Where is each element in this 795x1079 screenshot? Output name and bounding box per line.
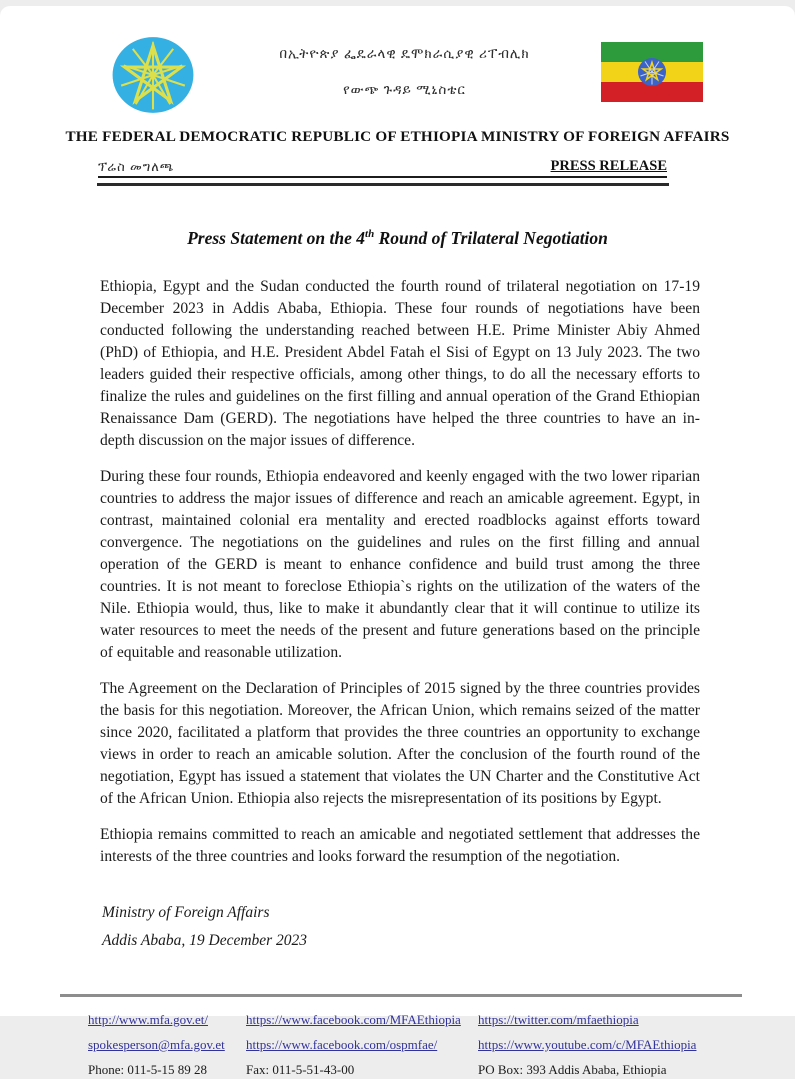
ministry-title: THE FEDERAL DEMOCRATIC REPUBLIC OF ETHIOPIA MINISTRY OF FOREIGN AFFAIRS [65,128,730,145]
header-divider [97,183,669,186]
youtube-link[interactable]: https://www.youtube.com/c/MFAEthiopia [478,1037,697,1052]
signature-ministry: Ministry of Foreign Affairs [102,904,270,921]
ethiopia-flag-icon [601,42,703,102]
paragraph-2: During these four rounds, Ethiopia endeavored and keenly engaged with the two lower riparian countries to address the major issues of difference and reach an amicable agreement. Egypt, in contrast, maintained colonial era mentality and erected roadblocks against efforts toward convergence. The negotiations on the guidelines and rules on the first filling and annual operation of the GERD is meant to enhance confidence and build trust among the three countries. It is not meant to foreclose Ethiopia`s rights on the utilization of the waters of the Nile. Ethiopia would, thus, like to make it abundantly clear that it will continue to utilize its water resources to meet the needs of the present and future generations based on the principle of equitable and reasonable utilization. [100,468,700,661]
document-title [0,228,795,249]
ethiopia-emblem-icon [98,32,208,118]
paragraph-3: The Agreement on the Declaration of Principles of 2015 signed by the three countries provides the basis for this negotiation. Moreover, the African Union, which remains seized of the matter since 2020, facilitated a platform that provides the three countries an opportunity to exchange views in order to reach an amicable solution. After the conclusion of the fourth round of the negotiation, Egypt has issued a statement that violates the UN Charter and the Constitutive Act of the African Union. Ethiopia also rejects the misrepresentation of its positions by Egypt. [100,680,700,807]
signature-place-date: Addis Ababa, 19 December 2023 [102,932,308,949]
email-link[interactable]: spokesperson@mfa.gov.et [88,1037,225,1052]
press-release-amharic-label: ፕሬስ መግለጫ [98,159,175,174]
document-title-ordinal: th [365,228,375,241]
facebook-link[interactable]: https://www.facebook.com/MFAEthiopia [246,1012,461,1027]
amharic-ministry-line: የውጭ ጉዳይ ሚኒስቴር [343,82,466,97]
twitter-link[interactable]: https://twitter.com/mfaethiopia [478,1012,639,1027]
phone-label: Phone: 011-5-15 89 28 [88,1062,208,1077]
press-release-row [98,158,667,178]
fax-label: Fax: 011-5-51-43-00 [246,1062,355,1077]
website-link[interactable]: http://www.mfa.gov.et/ [88,1012,208,1027]
paragraph-4: Ethiopia remains committed to reach an amicable and negotiated settlement that addresses the interests of the three countries and looks forward the resumption of the negotiation. [100,826,700,865]
document-footer [88,1011,755,1079]
document-header [0,6,795,118]
press-release-label: PRESS RELEASE [550,158,667,174]
footer-divider [60,994,742,997]
document-title-rest: Round of Trilateral Negotiation [374,228,608,248]
document-body [100,276,700,868]
document-title-text: Press Statement on the 4 [187,228,366,248]
press-release-page [0,6,795,1077]
signature-block [102,904,795,950]
pobox-label: PO Box: 393 Addis Ababa, Ethiopia [478,1062,667,1077]
paragraph-1: Ethiopia, Egypt and the Sudan conducted the fourth round of trilateral negotiation on 17-19 December 2023 in Addis Ababa, Ethiopia. These four rounds of negotiations have been conducted following the understanding reached between H.E. Prime Minister Abiy Ahmed (PhD) of Ethiopia, and H.E. President Abdel Fatah el Sisi of Egypt on 13 July 2023. The two leaders guided their respective officials, among other things, to do all the necessary efforts to finalize the rules and guidelines on the first filling and annual operation of the Grand Ethiopian Renaissance Dam (GERD). The negotiations have helped the three countries to have an in-depth discussion on the major issues of difference. [100,278,700,449]
facebook-ospm-link[interactable]: https://www.facebook.com/ospmfae/ [246,1037,438,1052]
header-amharic-block [208,46,601,98]
amharic-republic-line: በኢትዮጵያ ፌዴራላዊ ዴሞክራሲያዊ ሪፐብሊክ [279,46,530,61]
